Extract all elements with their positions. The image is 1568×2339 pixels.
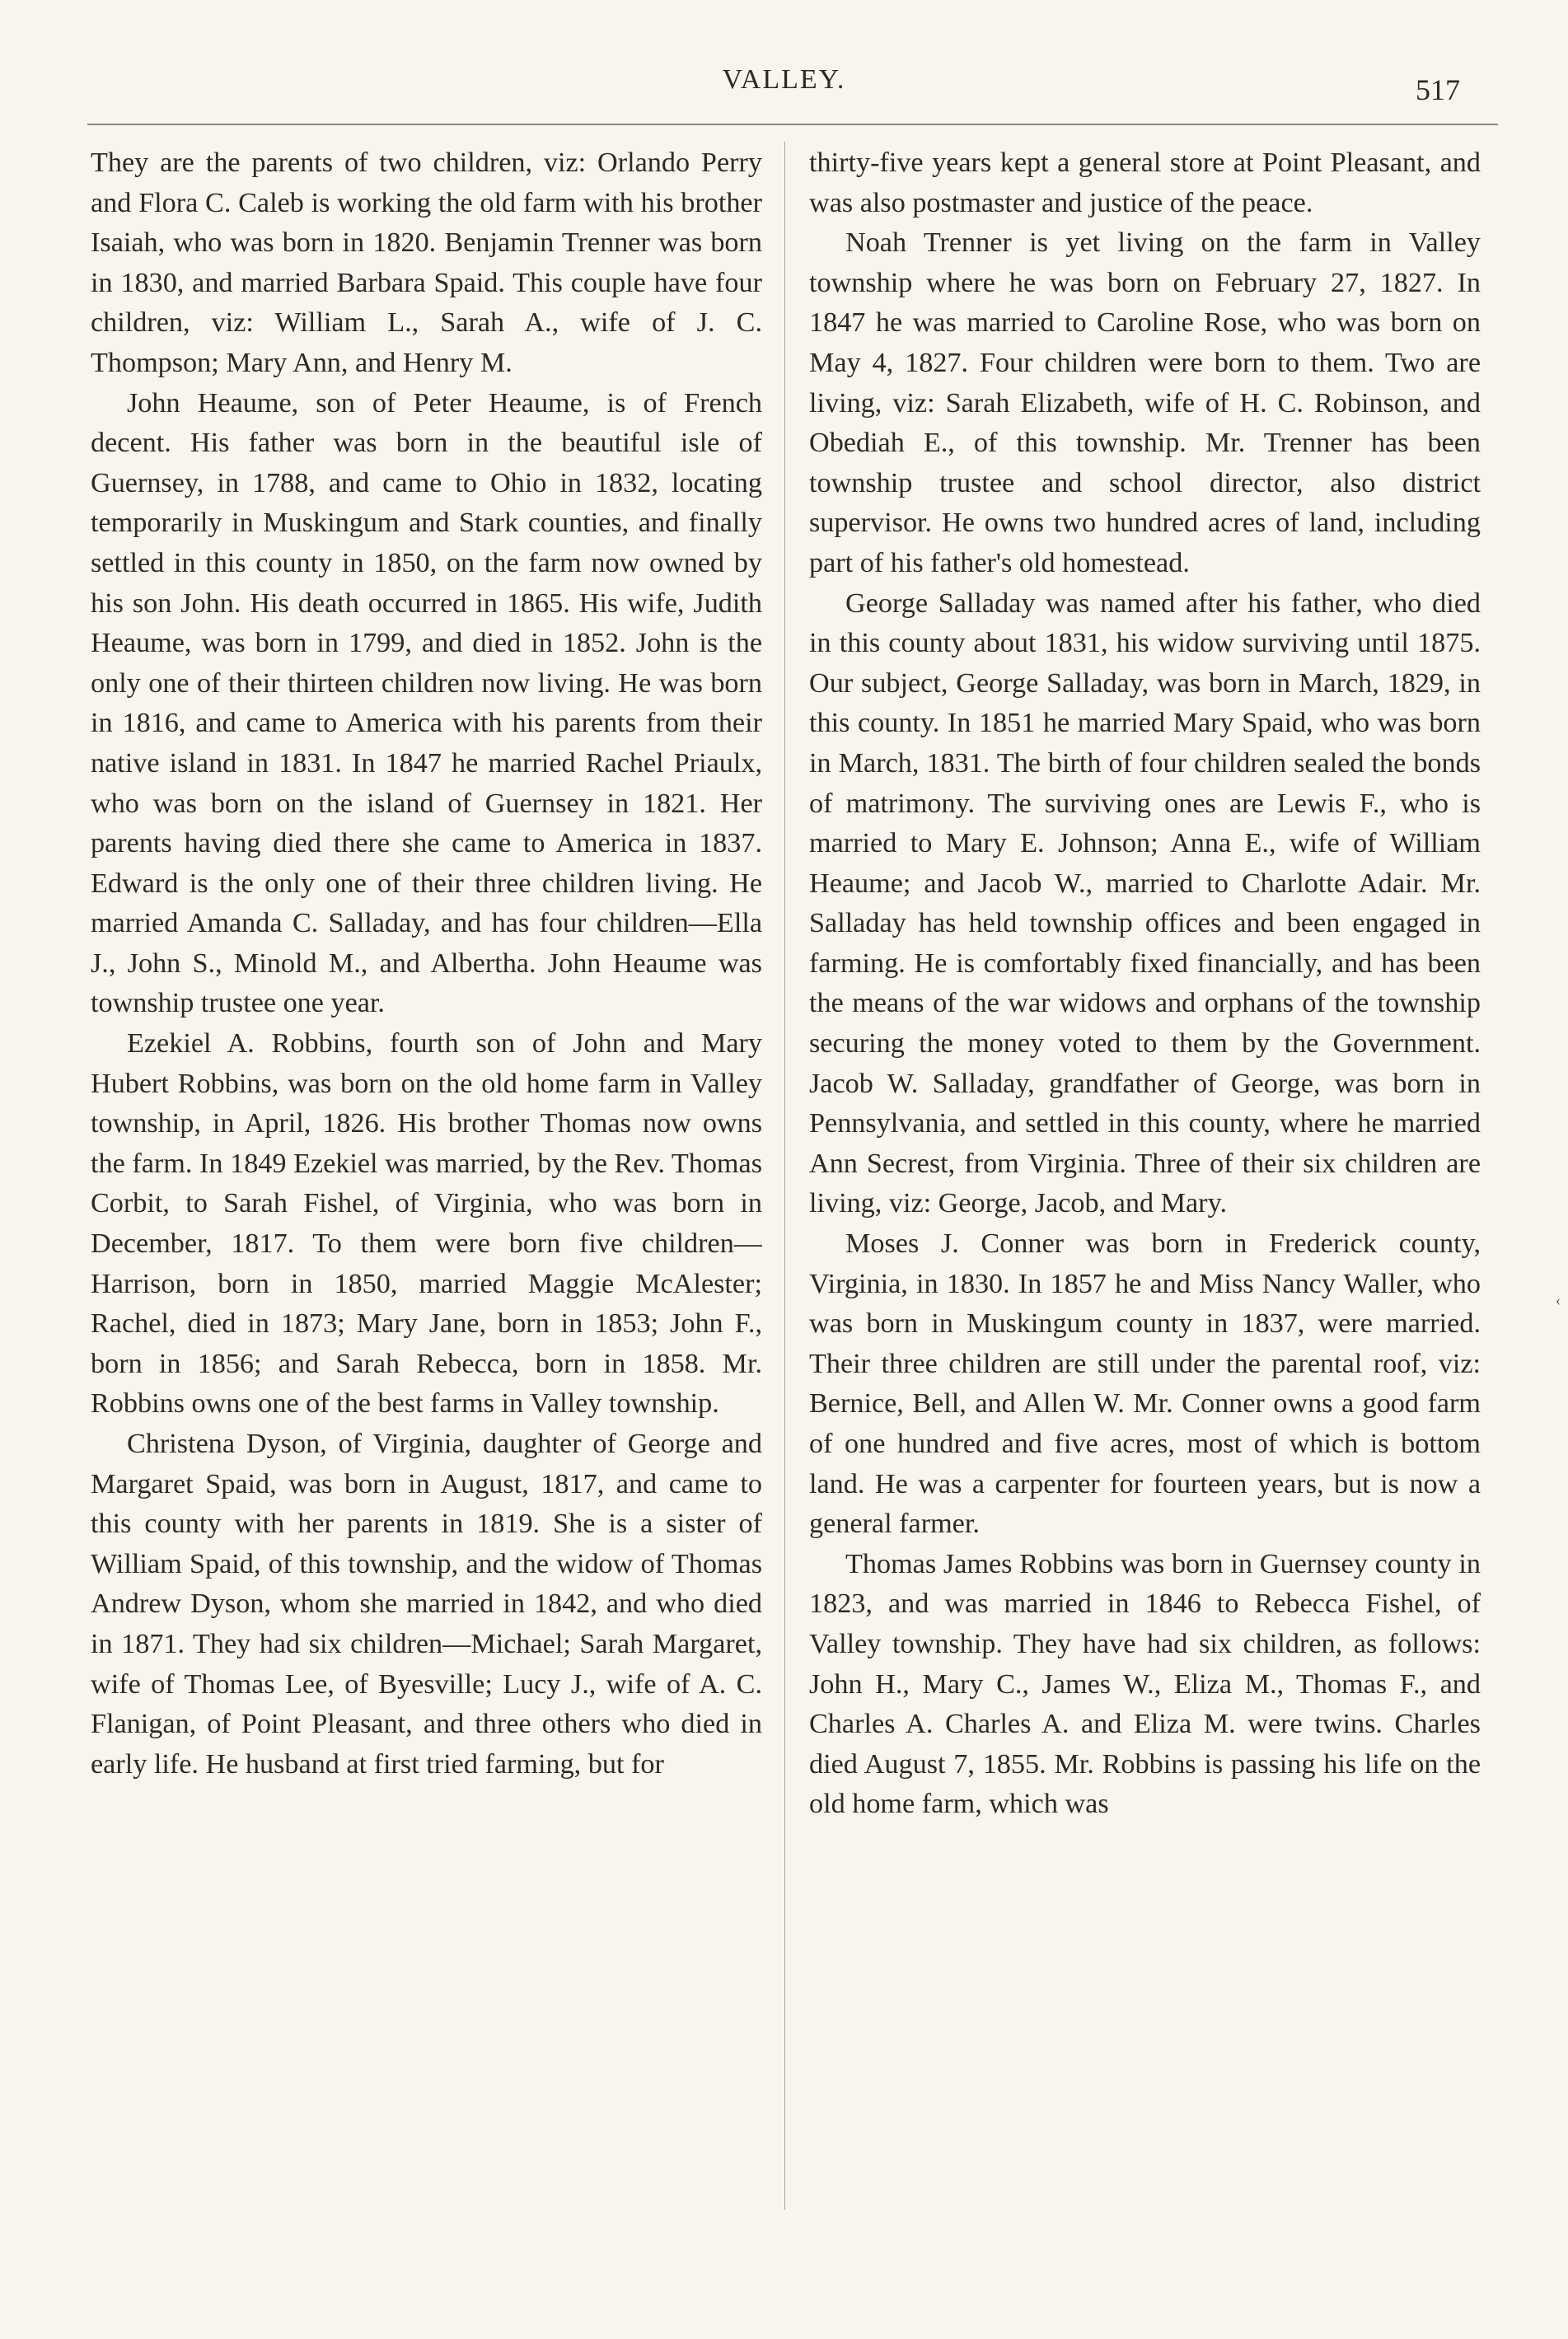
running-title: VALLEY. bbox=[722, 64, 846, 95]
paragraph-thomas-robbins: Thomas James Robbins was born in Guernsey county in 1823, and was married in 1846 to Rebecca Fishel, of Valley township. They have had six children, as follows: John H., Mary C., James W., Eliza M., Thomas F., and Charles A. Charles A. and Eliza M. were twins. Charles died August 7, 1855. Mr. Robbins is passing his life on the old home farm, which was bbox=[809, 1548, 1481, 1820]
left-column bbox=[91, 143, 762, 2220]
paragraph-noah-trenner: Noah Trenner is yet living on the farm in Valley township where he was born on February 27, 1827. In 1847 he was married to Caroline Rose, who was born on May 4, 1827. Four children were born to them. Two are living, viz: Sarah Elizabeth, wife of H. C. Robinson, and Obediah E., of this township. Mr. Trenner has been township trustee and school director, also district supervisor. He owns two hundred acres of land, including part of his father's old homestead. bbox=[809, 227, 1481, 578]
paragraph-ezekiel-robbins: Ezekiel A. Robbins, fourth son of John and Mary Hubert Robbins, was born on the old home farm in Valley township, in April, 1826. His brother Thomas now owns the farm. In 1849 Ezekiel was married, by the Rev. Thomas Corbit, to Sarah Fishel, of Virginia, who was born in December, 1817. To them were born five children—Harrison, born in 1850, married Maggie McAlester; Rachel, died in 1873; Mary Jane, born in 1853; John F., born in 1856; and Sarah Rebecca, born in 1858. Mr. Robbins owns one of the best farms in Valley township. bbox=[91, 1028, 762, 1420]
right-column bbox=[809, 143, 1481, 2220]
column-divider bbox=[784, 142, 785, 2210]
header-rule bbox=[87, 124, 1498, 125]
page-number: 517 bbox=[1416, 73, 1460, 106]
paragraph-moses-conner: Moses J. Conner was born in Frederick county, Virginia, in 1830. In 1857 he and Miss Nancy Waller, who was born in Muskingum county in 1837, were married. Their three children are still under the parental roof, viz: Bernice, Bell, and Allen W. Mr. Conner owns a good farm of one hundred and five acres, most of which is bottom land. He was a carpenter for fourteen years, but is now a general farmer. bbox=[809, 1228, 1481, 1540]
paragraph-george-salladay: George Salladay was named after his father, who died in this county about 1831, his widow surviving until 1875. Our subject, George Salladay, was born in March, 1829, in this county. In 1851 he married Mary Spaid, who was born in March, 1831. The birth of four children sealed the bonds of matrimony. The surviving ones are Lewis F., who is married to Mary E. Johnson; Anna E., wife of William Heaume; and Jacob W., married to Charlotte Adair. Mr. Salladay has held township offices and been engaged in farming. He is comfortably fixed financially, and has been the means of the war widows and orphans of the township securing the money voted to them by the Government. Jacob W. Salladay, grandfather of George, was born in Pennsylvania, and settled in this county, where he married Ann Secrest, from Virginia. Three of their six children are living, viz: George, Jacob, and Mary. bbox=[809, 587, 1481, 1219]
paragraph-john-heaume: John Heaume, son of Peter Heaume, is of French decent. His father was born in the beautiful isle of Guernsey, in 1788, and came to Ohio in 1832, locating temporarily in Muskingum and Stark counties, and finally settled in this county in 1850, on the farm now owned by his son John. His death occurred in 1865. His wife, Judith Heaume, was born in 1799, and died in 1852. John is the only one of their thirteen children now living. He was born in 1816, and came to America with his parents from their native island in 1831. In 1847 he married Rachel Priaulx, who was born on the island of Guernsey in 1821. Her parents having died there she came to America in 1837. Edward is the only one of their three children living. He married Amanda C. Salladay, and has four children—Ella J., John S., Minold M., and Albertha. John Heaume was township trustee one year. bbox=[91, 387, 762, 1019]
paragraph-christena-dyson: Christena Dyson, of Virginia, daughter of George and Margaret Spaid, was born in August, 1817, and came to this county with her parents in 1819. She is a sister of William Spaid, of this township, and the widow of Thomas Andrew Dyson, whom she married in 1842, and who died in 1871. They had six children—Michael; Sarah Margaret, wife of Thomas Lee, of Byesville; Lucy J., wife of A. C. Flanigan, of Point Pleasant, and three others who died in early life. He husband at first tried farming, but for bbox=[91, 1429, 762, 1780]
margin-mark: ‹ bbox=[1556, 1292, 1561, 1308]
paragraph-continuation: thirty-five years kept a general store at Point Pleasant, and was also postmaster and justice of the peace. bbox=[809, 147, 1481, 218]
paragraph-continuation: They are the parents of two children, viz: Orlando Perry and Flora C. Caleb is working the old farm with his brother Isaiah, who was born in 1820. Benjamin Trenner was born in 1830, and married Barbara Spaid. This couple have four children, viz: William L., Sarah A., wife of J. C. Thompson; Mary Ann, and Henry M. bbox=[91, 147, 762, 378]
